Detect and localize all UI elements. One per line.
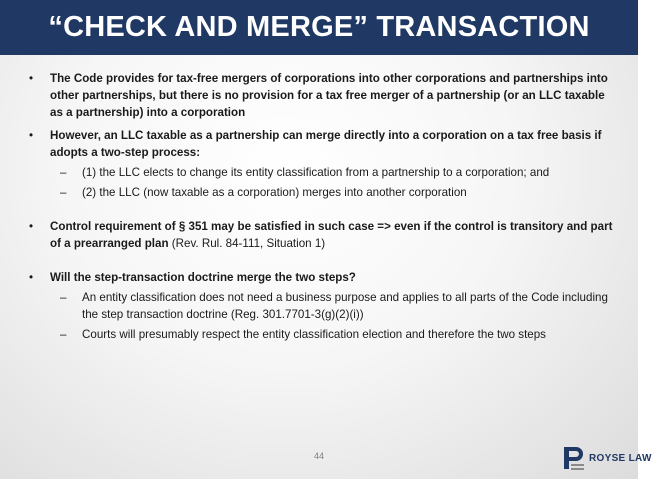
bullet-item-2 [0,127,638,161]
bullet-text: The Code provides for tax-free mergers of corporations into other corporations and partnerships into other partnerships, but there is no provision for a tax free merger of a partnership (or an LLC taxable as a partnership) into a corporation [50,72,608,119]
sub-bullet-text: An entity classification does not need a business purpose and applies to all parts of the Code including the step transaction doctrine (Reg. 301.7701-3(g)(2)(i)) [82,291,608,321]
slide-title: “CHECK AND MERGE” TRANSACTION [48,11,590,43]
sub-bullet-dash: – [60,328,67,341]
page-number: 44 [313,451,324,461]
bullet-item-3 [0,218,638,252]
bullet-item-4 [0,269,638,286]
sub-bullet-text: (2) the LLC (now taxable as a corporation) merges into another corporation [82,186,467,199]
bullet-text: However, an LLC taxable as a partnership can merge directly into a corporation on a tax free basis if adopts a two-step process: [50,129,602,159]
bullet-text: Will the step-transaction doctrine merge the two steps? [50,271,356,284]
sub-bullet-dash: – [60,186,67,199]
bullet-item-1 [0,70,638,121]
sub-bullet-item-4-2 [0,326,638,343]
bullet-text-bold: Control requirement of § 351 may be satisfied in such case => even if the control is transitory and part of a prearranged plan [50,220,613,250]
bullet-dot: • [29,220,34,233]
sub-bullet-item-4-1 [0,289,638,323]
bullet-text-citation: (Rev. Rul. 84-111, Situation 1) [168,237,326,250]
sub-bullet-item-2-2 [0,184,638,201]
sub-bullet-dash: – [60,166,67,179]
sub-bullet-text: (1) the LLC elects to change its entity classification from a partnership to a corporation; and [82,166,550,179]
sub-bullet-item-2-1 [0,164,638,181]
royse-law-logo [561,444,652,472]
royse-law-logo-icon [561,444,587,472]
bullet-dot: • [29,271,34,284]
bullet-dot: • [29,72,34,85]
bullet-dot: • [29,129,34,142]
slide-content [0,70,638,343]
title-bar [0,0,638,55]
logo-text: ROYSE LAW [589,452,652,464]
sub-bullet-dash: – [60,291,67,304]
sub-bullet-text: Courts will presumably respect the entity classification election and therefore the two steps [82,328,546,341]
